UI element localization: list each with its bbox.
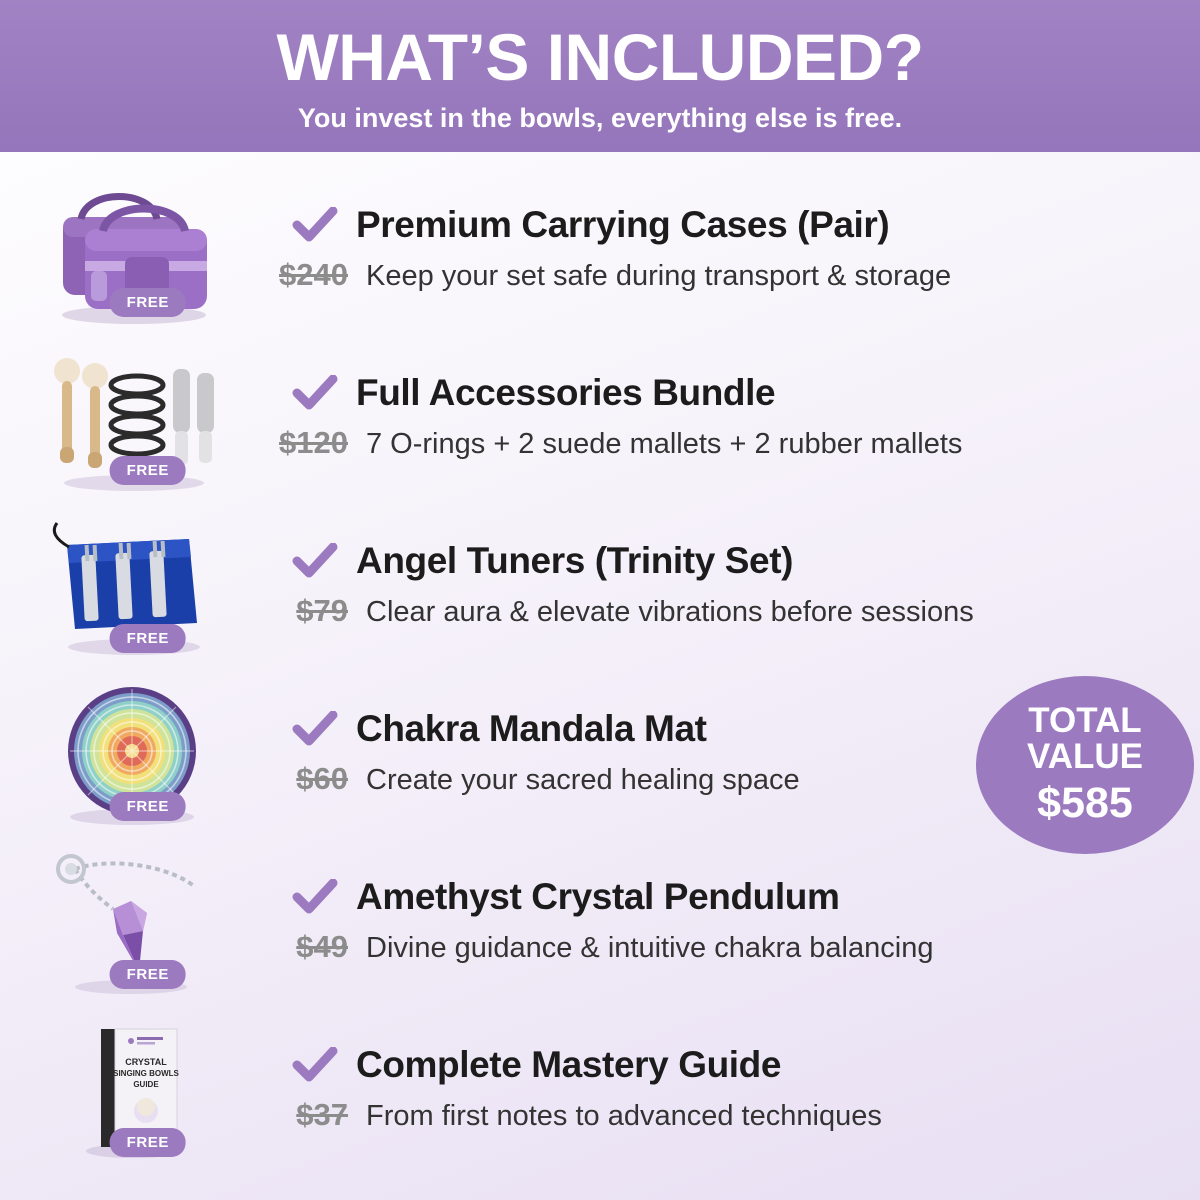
free-badge: FREE [110, 288, 186, 317]
item-description: Clear aura & elevate vibrations before sessions [366, 596, 974, 629]
list-item [0, 1006, 1200, 1174]
item-title: Premium Carrying Cases (Pair) [356, 204, 890, 246]
total-value-label-line2: VALUE [1026, 737, 1144, 777]
header-banner [0, 0, 1200, 152]
check-icon [292, 711, 338, 749]
free-badge: FREE [110, 1128, 186, 1157]
item-thumbnail [0, 166, 262, 334]
item-description: 7 O-rings + 2 suede mallets + 2 rubber mallets [366, 428, 963, 461]
check-icon [292, 207, 338, 245]
item-thumbnail [0, 670, 262, 838]
item-original-price: $240 [279, 257, 348, 293]
item-original-price: $37 [296, 1097, 348, 1133]
free-badge: FREE [110, 624, 186, 653]
item-thumbnail [0, 1006, 262, 1174]
item-text-block [262, 374, 1200, 461]
page-subtitle: You invest in the bowls, everything else is free. [297, 103, 903, 134]
included-items-list [0, 152, 1200, 1174]
chakra-mandala-mat-illustration [39, 679, 224, 829]
free-badge: FREE [110, 792, 186, 821]
item-text-block [262, 878, 1200, 965]
item-text-block [262, 206, 1200, 293]
free-badge: FREE [110, 960, 186, 989]
item-thumbnail [0, 334, 262, 502]
item-text-block [262, 1046, 1200, 1133]
mastery-guide-book-illustration [39, 1015, 224, 1165]
check-icon [292, 543, 338, 581]
item-description: From first notes to advanced techniques [366, 1100, 882, 1133]
check-icon [292, 1047, 338, 1085]
item-description: Keep your set safe during transport & storage [366, 260, 952, 293]
list-item [0, 838, 1200, 1006]
item-text-block [262, 542, 1200, 629]
item-original-price: $49 [296, 929, 348, 965]
book-title-line3: GUIDE [132, 1080, 159, 1089]
item-description: Divine guidance & intuitive chakra balancing [366, 932, 934, 965]
total-value-badge [976, 676, 1194, 854]
item-title: Angel Tuners (Trinity Set) [356, 540, 794, 582]
item-thumbnail [0, 838, 262, 1006]
book-title-line1: CRYSTAL [124, 1057, 167, 1067]
total-value-label-line1: TOTAL [1028, 700, 1142, 740]
carrying-cases-illustration [39, 175, 224, 325]
item-title: Amethyst Crystal Pendulum [356, 876, 840, 918]
item-title: Chakra Mandala Mat [356, 708, 707, 750]
angel-tuners-illustration [39, 511, 224, 661]
item-title: Complete Mastery Guide [356, 1044, 782, 1086]
check-icon [292, 375, 338, 413]
item-thumbnail [0, 502, 262, 670]
item-title: Full Accessories Bundle [356, 372, 776, 414]
page-title: WHAT’S INCLUDED? [276, 20, 924, 95]
amethyst-pendulum-illustration [39, 847, 224, 997]
check-icon [292, 879, 338, 917]
free-badge: FREE [110, 456, 186, 485]
total-value-amount: $585 [1037, 779, 1133, 828]
item-description: Create your sacred healing space [366, 764, 800, 797]
book-title-line2: SINGING BOWLS [112, 1069, 179, 1078]
list-item [0, 166, 1200, 334]
accessories-bundle-illustration [39, 343, 224, 493]
item-original-price: $79 [296, 593, 348, 629]
list-item [0, 334, 1200, 502]
item-original-price: $120 [279, 425, 348, 461]
item-original-price: $60 [296, 761, 348, 797]
list-item [0, 502, 1200, 670]
